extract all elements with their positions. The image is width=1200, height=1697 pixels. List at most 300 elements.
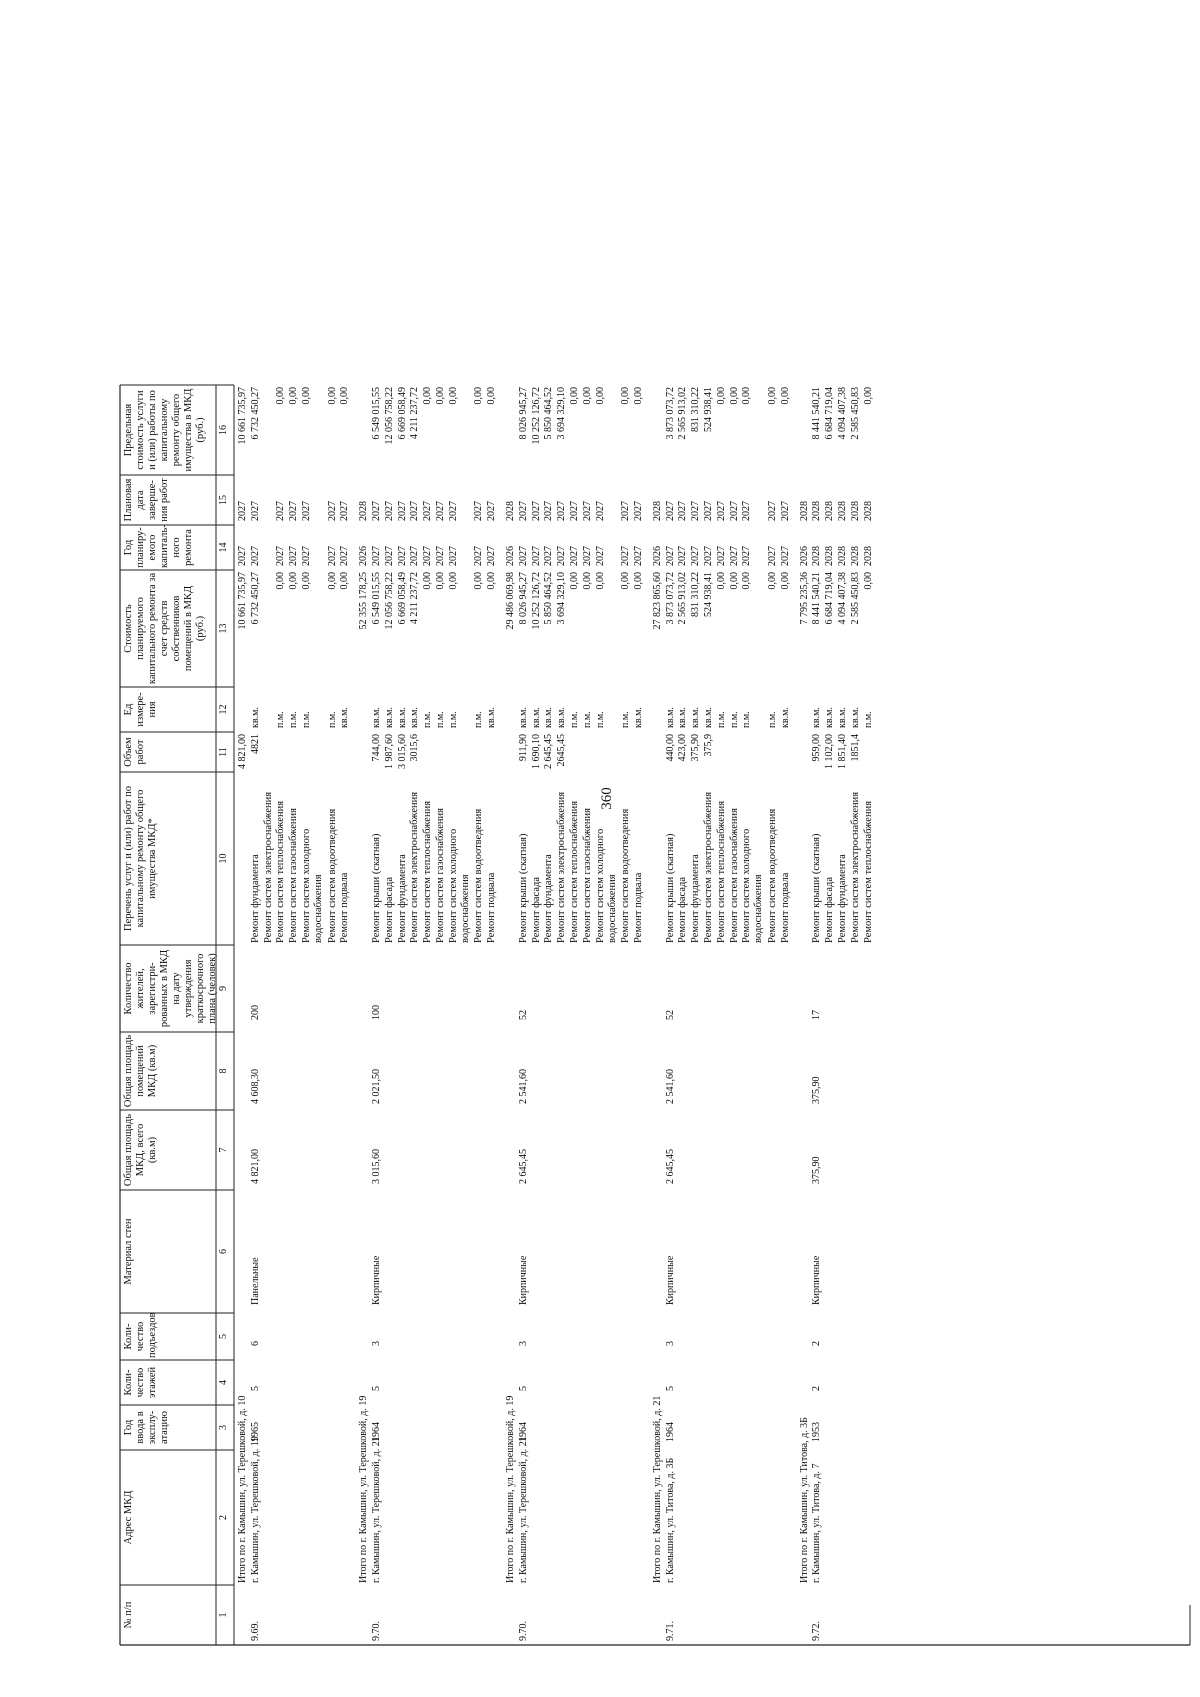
work-cost: 0,00 xyxy=(326,572,338,590)
work-cost: 0,00 xyxy=(473,572,485,590)
floors: 2 xyxy=(811,1386,823,1391)
work-limit: 831 310,22 xyxy=(690,387,702,432)
work-date: 2028 xyxy=(811,501,823,521)
total-row-label: Итого по г. Камышин, ул. Терешковой, д. 10 xyxy=(237,1395,248,1583)
work-limit: 0,00 xyxy=(862,387,874,405)
work-date: 2028 xyxy=(837,501,848,521)
entrances: 6 xyxy=(249,1341,261,1346)
work-date: 2027 xyxy=(473,501,485,521)
row-number: 9.70. xyxy=(371,1621,382,1641)
work-unit: п.м. xyxy=(862,711,874,728)
work-name: Ремонт фасада xyxy=(677,876,689,943)
column-header: Адрес МКД xyxy=(123,1490,134,1545)
work-unit: п.м. xyxy=(435,711,446,728)
column-header: Коли-чество подъездов xyxy=(123,1312,159,1358)
work-name: Ремонт систем электроснабжения xyxy=(262,791,274,943)
work-name: Ремонт систем водоотведения xyxy=(473,808,485,943)
work-date: 2027 xyxy=(664,501,676,521)
column-header: Перечень услуг и (или) работ по капитальному ремонту общего имущества МКД* xyxy=(123,786,159,931)
column-header: Материал стен xyxy=(123,1218,134,1285)
residents: 200 xyxy=(249,1005,261,1020)
work-date: 2027 xyxy=(690,501,702,521)
total-row-label: Итого по г. Камышин, ул. Титова, д. 3Б xyxy=(798,1417,810,1583)
work-name: Ремонт систем газоснабжения xyxy=(581,808,593,943)
work-year: 2027 xyxy=(396,546,408,566)
column-number: 10 xyxy=(218,853,229,864)
total-row-label: Итого по г. Камышин, ул. Терешковой, д. 21 xyxy=(651,1395,663,1583)
work-limit: 0,00 xyxy=(715,387,727,405)
work-volume: 3 015,60 xyxy=(396,734,408,769)
work-limit: 3 873 073,72 xyxy=(664,387,676,440)
column-number: 8 xyxy=(218,1068,229,1074)
column-header: № п/п xyxy=(123,1601,134,1629)
work-cost: 2 565 913,02 xyxy=(677,572,689,625)
work-unit: п.м. xyxy=(728,711,740,728)
work-volume: 1 102,00 xyxy=(824,734,836,769)
work-cost: 8 441 540,21 xyxy=(811,572,823,625)
work-year: 2027 xyxy=(715,546,727,566)
work-year: 2028 xyxy=(811,546,823,566)
work-limit: 2 565 913,02 xyxy=(677,387,689,440)
work-name: Ремонт систем теплоснабжения xyxy=(569,800,580,943)
wall-material: Кирпичные xyxy=(517,1255,529,1305)
work-date: 2027 xyxy=(703,501,714,521)
column-header: Общая площадь помещений МКД (кв.м) xyxy=(123,1034,159,1108)
floors: 5 xyxy=(371,1386,382,1391)
work-unit: кв.м. xyxy=(849,707,861,728)
floors: 5 xyxy=(249,1386,261,1391)
year-built: 1965 xyxy=(249,1422,261,1442)
wall-material: Кирпичные xyxy=(371,1255,382,1305)
work-year: 2027 xyxy=(486,546,498,566)
work-name: Ремонт фасада xyxy=(530,876,542,943)
work-limit: 524 938,41 xyxy=(703,387,714,432)
entrances: 3 xyxy=(371,1341,382,1346)
address: г. Камышин, ул. Титова, д. 7 xyxy=(811,1463,823,1583)
work-limit: 6 684 719,04 xyxy=(824,387,836,440)
work-name: Ремонт систем электроснабжения xyxy=(556,791,568,943)
work-cost: 0,00 xyxy=(862,572,874,590)
work-limit: 0,00 xyxy=(473,387,485,405)
work-volume: 2645,45 xyxy=(556,734,568,767)
work-name: Ремонт фундамента xyxy=(543,854,555,943)
work-name: Ремонт подвала xyxy=(779,872,791,943)
work-volume: 4821 xyxy=(249,734,261,754)
work-year: 2027 xyxy=(383,546,395,566)
work-year: 2027 xyxy=(517,546,529,566)
total-limit: 10 661 735,97 xyxy=(237,387,248,445)
work-limit: 0,00 xyxy=(728,387,740,405)
work-cost: 0,00 xyxy=(447,572,459,590)
column-number: 13 xyxy=(218,623,229,634)
work-date: 2027 xyxy=(556,501,568,521)
wall-material: Панельные xyxy=(249,1257,261,1305)
work-date: 2027 xyxy=(543,501,555,521)
work-name: Ремонт систем газоснабжения xyxy=(288,808,300,943)
work-limit: 8 441 540,21 xyxy=(811,387,823,440)
work-date: 2027 xyxy=(288,501,300,521)
work-unit: п.м. xyxy=(288,711,300,728)
work-limit: 2 585 450,83 xyxy=(849,387,861,440)
column-number: 5 xyxy=(218,1334,229,1339)
total-date: 2028 xyxy=(358,501,370,521)
total-cost: 7 795 235,36 xyxy=(798,572,810,625)
work-year: 2027 xyxy=(326,546,338,566)
work-unit: кв.м. xyxy=(677,707,689,728)
work-unit: кв.м. xyxy=(837,707,848,728)
work-year: 2028 xyxy=(824,546,836,566)
work-cost: 0,00 xyxy=(486,572,498,590)
work-unit: кв.м. xyxy=(517,707,529,728)
work-year: 2027 xyxy=(275,546,287,566)
address: г. Камышин, ул. Терешковой, д. 21 xyxy=(517,1436,529,1583)
work-name: Ремонт фундамента xyxy=(249,854,261,943)
area-rooms: 2 541,60 xyxy=(664,1069,676,1104)
work-year: 2028 xyxy=(849,546,861,566)
work-year: 2027 xyxy=(409,546,421,566)
column-header: Ед измере-ния xyxy=(123,692,159,727)
work-name: Ремонт фасада xyxy=(383,876,395,943)
work-year: 2027 xyxy=(301,546,312,566)
work-date: 2027 xyxy=(435,501,446,521)
work-name: Ремонт фундамента xyxy=(690,854,702,943)
floors: 5 xyxy=(664,1386,676,1391)
total-year: 2026 xyxy=(798,546,810,566)
entrances: 2 xyxy=(811,1341,823,1346)
residents: 52 xyxy=(517,1010,529,1020)
work-date: 2027 xyxy=(767,501,778,521)
work-cost: 6 669 058,49 xyxy=(396,572,408,625)
total-year: 2026 xyxy=(651,546,663,566)
work-name: Ремонт систем водоотведения xyxy=(620,808,632,943)
work-year: 2027 xyxy=(581,546,593,566)
work-name: Ремонт подвала xyxy=(633,872,644,943)
address: г. Камышин, ул. Титова, д. 3Б xyxy=(664,1457,676,1583)
work-limit: 6 669 058,49 xyxy=(396,387,408,440)
year-built: 1964 xyxy=(664,1422,676,1442)
work-name: Ремонт крыши (скатная) xyxy=(371,833,382,943)
work-limit: 6 549 015,55 xyxy=(371,387,382,440)
entrances: 3 xyxy=(517,1341,529,1346)
column-header: Год ввода в эксплу-атацию xyxy=(123,1410,171,1445)
work-year: 2027 xyxy=(543,546,555,566)
work-limit: 0,00 xyxy=(486,387,498,405)
work-cost: 0,00 xyxy=(767,572,778,590)
column-number: 6 xyxy=(218,1249,229,1254)
column-number: 2 xyxy=(218,1515,229,1520)
total-cost: 29 486 069,98 xyxy=(505,572,516,630)
work-limit: 6 732 450,27 xyxy=(249,387,261,440)
work-cost: 3 694 329,10 xyxy=(556,572,568,625)
work-date: 2027 xyxy=(339,501,351,521)
work-unit: кв.м. xyxy=(703,707,714,728)
floors: 5 xyxy=(517,1386,529,1391)
work-name: Ремонт систем газоснабжения xyxy=(435,808,446,943)
residents: 17 xyxy=(811,1010,823,1020)
work-cost: 0,00 xyxy=(620,572,632,590)
address: г. Камышин, ул. Терешковой, д. 21 xyxy=(371,1436,382,1583)
work-limit: 0,00 xyxy=(326,387,338,405)
work-limit: 0,00 xyxy=(288,387,300,405)
total-year: 2026 xyxy=(358,546,370,566)
work-date: 2028 xyxy=(849,501,861,521)
column-number: 4 xyxy=(218,1380,229,1385)
work-year: 2027 xyxy=(288,546,300,566)
work-date: 2027 xyxy=(581,501,593,521)
work-unit: п.м. xyxy=(741,711,753,728)
work-volume: 423,00 xyxy=(677,734,689,762)
work-limit: 0,00 xyxy=(767,387,778,405)
work-year: 2027 xyxy=(620,546,632,566)
work-limit: 0,00 xyxy=(581,387,593,405)
work-name: Ремонт крыши (скатная) xyxy=(517,833,529,943)
work-unit: кв.м. xyxy=(824,707,836,728)
work-cost: 0,00 xyxy=(728,572,740,590)
work-volume: 375,90 xyxy=(690,734,702,762)
work-unit: кв.м. xyxy=(556,707,568,728)
work-date: 2027 xyxy=(371,501,382,521)
work-date: 2027 xyxy=(728,501,740,521)
column-header: Объем работ xyxy=(123,737,147,767)
work-volume: 375,9 xyxy=(703,734,714,757)
work-date: 2027 xyxy=(486,501,498,521)
work-cost: 0,00 xyxy=(594,572,606,590)
work-limit: 0,00 xyxy=(339,387,351,405)
work-year: 2027 xyxy=(594,546,606,566)
work-year: 2027 xyxy=(633,546,644,566)
work-unit: кв.м. xyxy=(409,707,421,728)
work-unit: кв.м. xyxy=(811,707,823,728)
year-built: 1953 xyxy=(811,1422,823,1442)
column-number: 11 xyxy=(218,747,229,757)
work-limit: 10 252 126,72 xyxy=(530,387,542,445)
work-cost: 10 252 126,72 xyxy=(530,572,542,630)
work-unit: п.м. xyxy=(594,711,606,728)
work-date: 2027 xyxy=(569,501,580,521)
work-cost: 0,00 xyxy=(715,572,727,590)
column-number: 7 xyxy=(218,1147,229,1153)
area-rooms: 375,90 xyxy=(811,1076,823,1104)
page-number: 360 xyxy=(598,787,615,810)
work-volume: 1851,4 xyxy=(849,734,861,762)
work-limit: 4 094 407,38 xyxy=(837,387,848,440)
work-volume: 959,00 xyxy=(811,734,823,762)
work-limit: 0,00 xyxy=(594,387,606,405)
work-name: Ремонт систем теплоснабжения xyxy=(862,800,874,943)
work-unit: п.м. xyxy=(473,711,485,728)
work-year: 2027 xyxy=(473,546,485,566)
work-cost: 0,00 xyxy=(288,572,300,590)
work-date: 2027 xyxy=(677,501,689,521)
total-row-label: Итого по г. Камышин, ул. Терешковой, д. 19 xyxy=(505,1395,516,1583)
work-date: 2027 xyxy=(409,501,421,521)
work-name: Ремонт фасада xyxy=(824,876,836,943)
work-cost: 0,00 xyxy=(339,572,351,590)
work-name: Ремонт систем теплоснабжения xyxy=(422,800,434,943)
work-year: 2027 xyxy=(371,546,382,566)
year-built: 1964 xyxy=(517,1422,529,1442)
work-limit: 0,00 xyxy=(741,387,753,405)
work-date: 2027 xyxy=(633,501,644,521)
work-unit: кв.м. xyxy=(779,707,791,728)
work-limit: 12 056 758,22 xyxy=(383,387,395,445)
work-unit: п.м. xyxy=(581,711,593,728)
work-name: Ремонт фундамента xyxy=(396,854,408,943)
work-date: 2027 xyxy=(326,501,338,521)
wall-material: Кирпичные xyxy=(664,1255,676,1305)
column-number: 14 xyxy=(218,542,229,553)
work-cost: 0,00 xyxy=(779,572,791,590)
work-unit: п.м. xyxy=(422,711,434,728)
work-unit: кв.м. xyxy=(396,707,408,728)
work-cost: 0,00 xyxy=(275,572,287,590)
work-year: 2027 xyxy=(435,546,446,566)
work-year: 2027 xyxy=(556,546,568,566)
work-limit: 0,00 xyxy=(447,387,459,405)
work-date: 2027 xyxy=(396,501,408,521)
total-date: 2027 xyxy=(237,501,248,521)
work-year: 2027 xyxy=(779,546,791,566)
total-year: 2026 xyxy=(505,546,516,566)
work-date: 2028 xyxy=(824,501,836,521)
work-year: 2028 xyxy=(862,546,874,566)
area-total: 3 015,60 xyxy=(371,1149,382,1184)
work-cost: 831 310,22 xyxy=(690,572,702,617)
work-year: 2027 xyxy=(339,546,351,566)
work-cost: 0,00 xyxy=(435,572,446,590)
work-limit: 0,00 xyxy=(569,387,580,405)
work-limit: 0,00 xyxy=(779,387,791,405)
column-header: Предельная стоимость услуги и (или) работы по капитальному ремонту общего имущества в МКД (руб.) xyxy=(123,388,207,472)
year-built: 1964 xyxy=(371,1422,382,1442)
work-volume: 1 987,60 xyxy=(383,734,395,769)
work-volume: 1 690,10 xyxy=(530,734,542,769)
work-unit: п.м. xyxy=(326,711,338,728)
area-rooms: 2 021,50 xyxy=(371,1069,382,1104)
work-name: Ремонт систем холодного водоснабжения xyxy=(741,828,765,943)
work-cost: 0,00 xyxy=(581,572,593,590)
area-total: 2 645,45 xyxy=(664,1149,676,1184)
work-unit: п.м. xyxy=(767,711,778,728)
work-name: Ремонт систем холодного водоснабжения xyxy=(301,828,325,943)
work-year: 2027 xyxy=(767,546,778,566)
rotated-table-sheet xyxy=(50,50,1195,1645)
work-cost: 4 094 407,38 xyxy=(837,572,848,625)
total-date: 2028 xyxy=(798,501,810,521)
area-total: 2 645,45 xyxy=(517,1149,529,1184)
work-unit: п.м. xyxy=(447,711,459,728)
work-limit: 0,00 xyxy=(301,387,312,405)
work-name: Ремонт систем холодного водоснабжения xyxy=(594,828,618,943)
work-unit: п.м. xyxy=(569,711,580,728)
work-name: Ремонт систем теплоснабжения xyxy=(715,800,727,943)
work-limit: 0,00 xyxy=(633,387,644,405)
work-cost: 0,00 xyxy=(741,572,753,590)
work-date: 2027 xyxy=(301,501,312,521)
work-year: 2027 xyxy=(677,546,689,566)
work-cost: 0,00 xyxy=(569,572,580,590)
area-total: 375,90 xyxy=(811,1156,823,1184)
work-year: 2027 xyxy=(422,546,434,566)
work-date: 2027 xyxy=(249,501,261,521)
total-row-label: Итого по г. Камышин, ул. Терешковой, д. 19 xyxy=(358,1395,370,1583)
work-unit: кв.м. xyxy=(249,707,261,728)
work-year: 2027 xyxy=(569,546,580,566)
row-number: 9.70. xyxy=(517,1621,529,1641)
work-name: Ремонт подвала xyxy=(339,872,351,943)
column-header: Общая площадь МКД, всего (кв.м) xyxy=(123,1113,159,1187)
total-cost: 27 823 865,60 xyxy=(651,572,663,630)
work-year: 2027 xyxy=(741,546,753,566)
work-limit: 3 694 329,10 xyxy=(556,387,568,440)
work-name: Ремонт систем электроснабжения xyxy=(703,791,714,943)
work-cost: 524 938,41 xyxy=(703,572,714,617)
work-limit: 0,00 xyxy=(620,387,632,405)
work-limit: 0,00 xyxy=(435,387,446,405)
total-date: 2028 xyxy=(505,501,516,521)
work-unit: кв.м. xyxy=(383,707,395,728)
work-cost: 4 211 237,72 xyxy=(409,572,421,625)
total-cost: 10 661 735,97 xyxy=(237,572,248,630)
work-unit: кв.м. xyxy=(543,707,555,728)
work-unit: п.м. xyxy=(715,711,727,728)
total-date: 2028 xyxy=(651,501,663,521)
work-unit: кв.м. xyxy=(530,707,542,728)
column-header: Плановая дата заверше-ния работ xyxy=(123,478,171,522)
work-date: 2028 xyxy=(862,501,874,521)
work-unit: п.м. xyxy=(620,711,632,728)
work-year: 2028 xyxy=(837,546,848,566)
work-name: Ремонт крыши (скатная) xyxy=(811,833,823,943)
work-year: 2027 xyxy=(690,546,702,566)
work-cost: 6 684 719,04 xyxy=(824,572,836,625)
column-number: 9 xyxy=(218,986,229,991)
work-cost: 0,00 xyxy=(301,572,312,590)
work-cost: 0,00 xyxy=(633,572,644,590)
row-number: 9.69. xyxy=(249,1621,261,1641)
work-cost: 12 056 758,22 xyxy=(383,572,395,630)
work-year: 2027 xyxy=(703,546,714,566)
residents: 100 xyxy=(371,1005,382,1020)
work-year: 2027 xyxy=(728,546,740,566)
work-name: Ремонт фундамента xyxy=(837,854,848,943)
work-unit: п.м. xyxy=(275,711,287,728)
work-date: 2027 xyxy=(447,501,459,521)
work-date: 2027 xyxy=(620,501,632,521)
work-cost: 0,00 xyxy=(422,572,434,590)
area-total: 4 821,00 xyxy=(249,1149,261,1184)
work-date: 2027 xyxy=(275,501,287,521)
work-unit: кв.м. xyxy=(371,707,382,728)
column-number: 1 xyxy=(218,1612,229,1618)
work-date: 2027 xyxy=(715,501,727,521)
column-header: Количество жителей, зарегистри-рованных в МКД на дату утверждения краткосрочного плана (человек) xyxy=(123,949,219,1028)
row-number: 9.72. xyxy=(811,1621,823,1641)
column-header: Коли-чество этажей xyxy=(123,1366,159,1399)
column-header: Год планиру-емого капиталь-ного ремонта xyxy=(123,524,195,568)
wall-material: Кирпичные xyxy=(811,1255,823,1305)
work-unit: кв.м. xyxy=(633,707,644,728)
work-date: 2027 xyxy=(779,501,791,521)
address: г. Камышин, ул. Терешковой, д. 19 xyxy=(249,1436,261,1583)
total-volume: 4 821,00 xyxy=(237,734,248,769)
work-date: 2027 xyxy=(741,501,753,521)
work-year: 2027 xyxy=(249,546,261,566)
area-rooms: 4 608,30 xyxy=(249,1069,261,1104)
work-cost: 6 732 450,27 xyxy=(249,572,261,625)
work-year: 2027 xyxy=(530,546,542,566)
work-limit: 5 850 464,52 xyxy=(543,387,555,440)
